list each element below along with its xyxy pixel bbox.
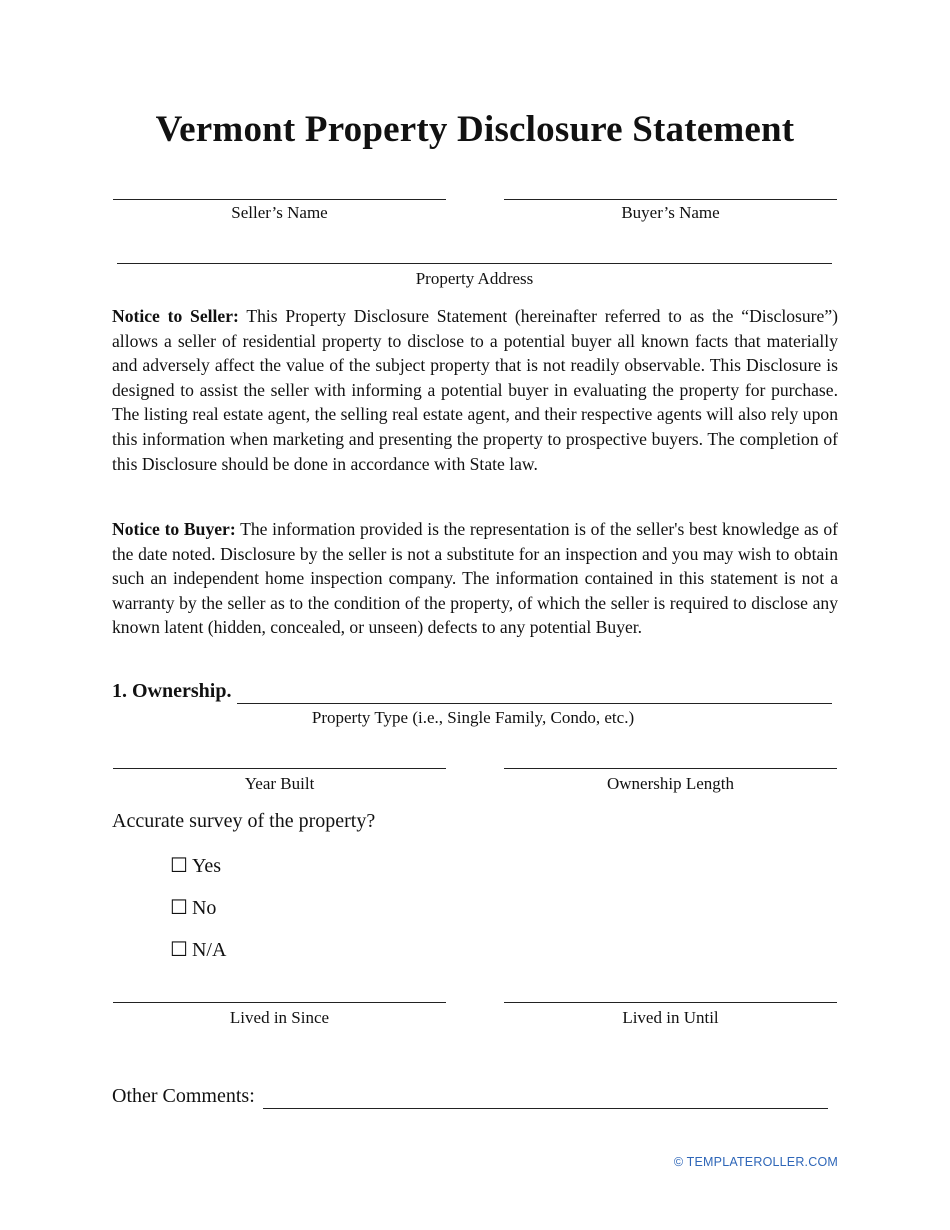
notice-to-buyer-heading: Notice to Buyer: (112, 519, 236, 539)
other-comments-label: Other Comments: (112, 1085, 255, 1107)
survey-option-label: No (191, 897, 217, 919)
buyer-name-label: Buyer’s Name (621, 203, 720, 222)
notice-to-seller-text: This Property Disclosure Statement (hereinafter referred to as the “Disclosure”) allows a seller of residential property to disclose to a potential buyer all known facts that materially and adversely affect the value of the subject property that is not readily observable. This Disclosure is designed to assist the seller with informing a potential buyer in evaluating the property for purchase. The listing real estate agent, the selling real estate agent, and their respective agents will also rely upon this information when marketing and presenting the property to prospective buyers. The completion of this Disclosure should be done in accordance with State law. (112, 306, 838, 474)
survey-option-label: Yes (191, 855, 222, 877)
checkbox-icon[interactable]: ☐ (170, 939, 188, 961)
property-type-label: Property Type (i.e., Single Family, Condo, etc.) (311, 708, 635, 727)
checkbox-icon[interactable]: ☐ (170, 897, 188, 919)
checkbox-icon[interactable]: ☐ (170, 855, 188, 877)
seller-name-label: Seller’s Name (231, 203, 328, 222)
notice-to-seller (112, 304, 838, 476)
page-title: Vermont Property Disclosure Statement (155, 109, 795, 150)
property-address-field[interactable] (117, 263, 832, 264)
lived-until-label: Lived in Until (622, 1008, 719, 1027)
property-address-label: Property Address (415, 269, 534, 288)
year-built-label: Year Built (244, 774, 315, 793)
lived-since-field[interactable] (113, 1002, 446, 1003)
survey-option-label: N/A (191, 939, 227, 961)
property-type-field[interactable] (237, 703, 832, 704)
notice-to-buyer-text: The information provided is the representation is of the seller's best knowledge as of the date noted. Disclosure by the seller is not a substitute for an inspection and you may wish to obtain such an independent home inspection company. The information contained in this statement is not a warranty by the seller as to the condition of the property, of which the seller is required to disclose any known latent (hidden, concealed, or unseen) defects to any potential Buyer. (112, 519, 838, 638)
notice-to-seller-heading: Notice to Seller: (112, 306, 239, 326)
ownership-length-label: Ownership Length (606, 774, 734, 793)
ownership-length-field[interactable] (504, 768, 837, 769)
survey-option-na[interactable] (170, 937, 226, 962)
lived-until-field[interactable] (504, 1002, 837, 1003)
ownership-heading: 1. Ownership. (112, 680, 232, 702)
year-built-field[interactable] (113, 768, 446, 769)
survey-option-yes[interactable] (170, 853, 221, 878)
other-comments-field[interactable] (263, 1108, 828, 1109)
notice-to-buyer (112, 517, 838, 640)
lived-since-label: Lived in Since (229, 1008, 330, 1027)
seller-name-field[interactable] (113, 199, 446, 200)
survey-option-no[interactable] (170, 895, 216, 920)
copyright-link[interactable]: © TEMPLATEROLLER.COM (673, 1155, 838, 1169)
survey-question: Accurate survey of the property? (112, 810, 376, 832)
buyer-name-field[interactable] (504, 199, 837, 200)
